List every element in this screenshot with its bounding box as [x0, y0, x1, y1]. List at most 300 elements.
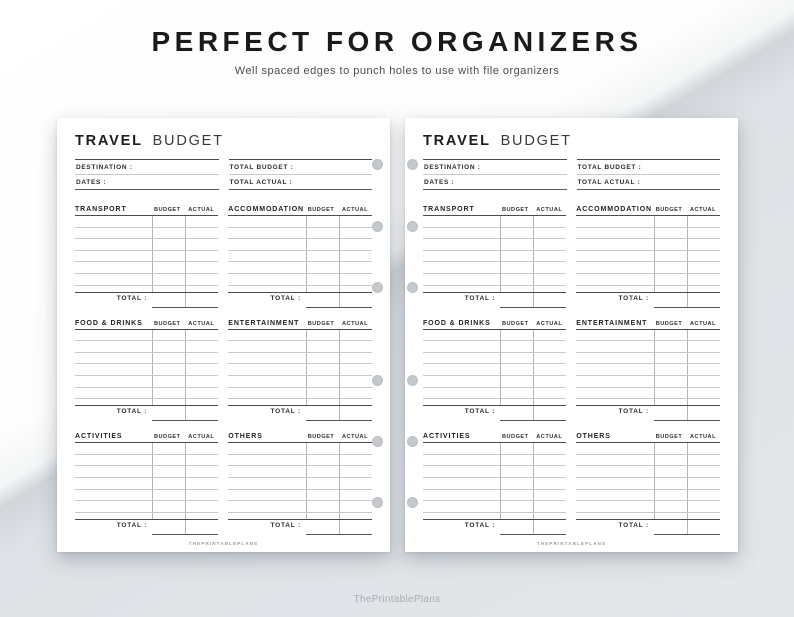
table-cell-actual — [687, 353, 720, 364]
total-label: TOTAL : — [116, 408, 148, 416]
table-cell-item — [576, 376, 654, 387]
table-cell-actual — [185, 388, 218, 399]
section-table — [228, 442, 372, 520]
page-title — [75, 133, 372, 149]
table-cell-budget — [152, 478, 185, 489]
table-cell-actual — [533, 341, 566, 352]
info-field-label: TOTAL ACTUAL : — [229, 175, 373, 190]
table-cell-actual — [687, 330, 720, 341]
table-cell-actual — [185, 262, 218, 273]
total-label: TOTAL : — [270, 521, 301, 529]
table-cell-budget — [654, 388, 687, 399]
table-cell-item — [423, 239, 500, 250]
table-cell-budget — [654, 443, 687, 454]
total-underline — [500, 293, 566, 308]
table-cell-budget — [152, 364, 185, 375]
table-cell-actual — [687, 274, 720, 285]
table-cell-item — [576, 513, 654, 519]
table-cell-budget — [500, 239, 533, 250]
table-cell-budget — [654, 228, 687, 239]
table-row — [228, 228, 372, 240]
table-cell-item — [423, 262, 500, 273]
punch-hole — [407, 436, 418, 447]
table-cell-actual — [339, 286, 372, 292]
table-cell-budget — [306, 501, 339, 512]
section-total-row — [228, 406, 372, 421]
table-cell-budget — [654, 341, 687, 352]
total-underline — [654, 293, 720, 308]
page-footer-brand: THEPRINTABLEPLANS — [188, 541, 259, 546]
table-row — [576, 330, 720, 342]
table-row — [423, 513, 566, 519]
table-cell-budget — [152, 239, 185, 250]
table-cell-budget — [500, 490, 533, 501]
budget-section — [75, 317, 218, 422]
punch-hole — [407, 159, 418, 170]
table-cell-item — [423, 286, 500, 292]
table-cell-budget — [654, 478, 687, 489]
table-row — [423, 478, 566, 490]
table-cell-actual — [185, 251, 218, 262]
section-header — [576, 317, 720, 329]
table-cell-budget — [500, 478, 533, 489]
table-cell-actual — [533, 455, 566, 466]
table-cell-actual — [533, 262, 566, 273]
table-row — [576, 513, 720, 519]
column-header-budget: BUDGET — [501, 207, 529, 213]
table-cell-actual — [687, 251, 720, 262]
section-title: TRANSPORT — [75, 206, 127, 213]
table-cell-actual — [687, 376, 720, 387]
table-cell-item — [228, 330, 306, 341]
info-field-label: DESTINATION : — [75, 160, 219, 175]
table-cell-actual — [339, 388, 372, 399]
section-total-row — [423, 406, 566, 421]
section-header — [423, 317, 566, 329]
table-cell-budget — [306, 274, 339, 285]
table-cell-item — [75, 513, 152, 519]
column-header-budget: BUDGET — [153, 207, 181, 213]
table-cell-item — [75, 443, 152, 454]
table-row — [423, 353, 566, 365]
table-cell-budget — [500, 388, 533, 399]
total-label: TOTAL : — [618, 408, 649, 416]
table-cell-budget — [306, 216, 339, 227]
table-cell-item — [576, 501, 654, 512]
section-header — [576, 430, 720, 442]
table-cell-budget — [306, 228, 339, 239]
table-cell-actual — [339, 341, 372, 352]
table-row — [228, 353, 372, 365]
table-cell-budget — [306, 364, 339, 375]
section-table — [576, 215, 720, 293]
table-cell-item — [75, 239, 152, 250]
table-cell-budget — [152, 330, 185, 341]
info-grid — [423, 159, 720, 190]
table-cell-actual — [533, 388, 566, 399]
table-cell-budget — [654, 466, 687, 477]
table-row — [228, 239, 372, 251]
table-cell-item — [576, 399, 654, 405]
table-cell-budget — [306, 490, 339, 501]
table-cell-item — [423, 353, 500, 364]
table-cell-actual — [533, 501, 566, 512]
table-cell-budget — [152, 455, 185, 466]
table-row — [423, 216, 566, 228]
section-total-row — [576, 406, 720, 421]
section-table — [75, 215, 218, 293]
table-cell-budget — [654, 455, 687, 466]
table-cell-budget — [306, 262, 339, 273]
table-cell-item — [228, 262, 306, 273]
total-label: TOTAL : — [270, 408, 301, 416]
table-row — [228, 376, 372, 388]
table-row — [423, 239, 566, 251]
table-cell-actual — [185, 353, 218, 364]
table-row — [228, 490, 372, 502]
table-row — [75, 286, 218, 292]
table-row — [228, 364, 372, 376]
table-cell-actual — [185, 513, 218, 519]
table-cell-actual — [687, 455, 720, 466]
sections-grid — [423, 203, 720, 535]
table-cell-item — [576, 388, 654, 399]
table-cell-item — [75, 364, 152, 375]
table-cell-budget — [306, 251, 339, 262]
table-cell-actual — [185, 455, 218, 466]
table-cell-budget — [500, 262, 533, 273]
table-row — [75, 376, 218, 388]
table-cell-actual — [533, 443, 566, 454]
table-cell-budget — [500, 399, 533, 405]
table-cell-budget — [500, 364, 533, 375]
table-row — [75, 228, 218, 240]
column-header-actual: ACTUAL — [188, 434, 215, 441]
table-cell-item — [75, 341, 152, 352]
table-cell-actual — [185, 478, 218, 489]
table-cell-budget — [152, 501, 185, 512]
column-header-budget: BUDGET — [655, 207, 683, 213]
table-cell-budget — [500, 341, 533, 352]
table-row — [228, 478, 372, 490]
table-row — [423, 388, 566, 400]
banner — [0, 0, 794, 77]
table-row — [228, 388, 372, 400]
table-cell-budget — [152, 262, 185, 273]
total-label: TOTAL : — [618, 521, 649, 529]
section-title: ACTIVITIES — [75, 433, 123, 441]
table-cell-item — [423, 274, 500, 285]
table-cell-budget — [500, 330, 533, 341]
section-title: TRANSPORT — [423, 206, 475, 213]
table-cell-item — [228, 251, 306, 262]
info-field-label: TOTAL ACTUAL : — [577, 175, 721, 190]
table-cell-budget — [152, 399, 185, 405]
table-cell-item — [228, 388, 306, 399]
table-cell-budget — [306, 513, 339, 519]
table-row — [75, 251, 218, 263]
table-cell-item — [228, 490, 306, 501]
table-cell-actual — [687, 341, 720, 352]
table-cell-actual — [185, 399, 218, 405]
table-cell-actual — [687, 490, 720, 501]
table-row — [576, 466, 720, 478]
table-cell-item — [75, 466, 152, 477]
table-cell-budget — [306, 399, 339, 405]
table-cell-actual — [339, 353, 372, 364]
table-row — [75, 490, 218, 502]
table-cell-budget — [306, 330, 339, 341]
page-title-light: BUDGET — [500, 133, 572, 149]
table-cell-budget — [654, 399, 687, 405]
table-cell-item — [228, 228, 306, 239]
table-cell-budget — [654, 353, 687, 364]
table-cell-actual — [533, 251, 566, 262]
table-cell-item — [423, 330, 500, 341]
table-cell-actual — [339, 239, 372, 250]
table-cell-item — [228, 353, 306, 364]
table-row — [576, 262, 720, 274]
table-cell-budget — [152, 490, 185, 501]
table-cell-actual — [533, 286, 566, 292]
budget-section — [576, 317, 720, 422]
table-cell-budget — [500, 286, 533, 292]
page-title-light: BUDGET — [152, 133, 224, 149]
punch-hole — [407, 282, 418, 293]
table-row — [423, 466, 566, 478]
table-cell-item — [228, 466, 306, 477]
section-table — [576, 329, 720, 407]
table-cell-actual — [185, 341, 218, 352]
table-row — [228, 443, 372, 455]
table-row — [423, 251, 566, 263]
column-header-budget: BUDGET — [655, 434, 683, 441]
info-field-label: DATES : — [75, 175, 219, 190]
column-header-actual: ACTUAL — [188, 207, 215, 213]
table-row — [576, 286, 720, 292]
section-total-row — [228, 293, 372, 308]
table-cell-item — [75, 262, 152, 273]
table-row — [576, 353, 720, 365]
table-cell-item — [423, 501, 500, 512]
table-row — [228, 399, 372, 405]
table-cell-item — [423, 228, 500, 239]
column-header-actual: ACTUAL — [342, 207, 368, 213]
section-header — [228, 203, 372, 215]
table-cell-actual — [533, 466, 566, 477]
table-cell-actual — [339, 274, 372, 285]
table-row — [228, 501, 372, 513]
table-row — [576, 478, 720, 490]
banner-subtitle: Well spaced edges to punch holes to use with file organizers — [234, 65, 560, 77]
section-total-row — [75, 293, 218, 308]
table-row — [423, 364, 566, 376]
section-title: ACTIVITIES — [423, 433, 471, 441]
table-cell-budget — [152, 274, 185, 285]
table-cell-budget — [152, 341, 185, 352]
table-row — [423, 455, 566, 467]
section-total-row — [423, 520, 566, 535]
info-column-left — [75, 159, 219, 190]
section-title: OTHERS — [576, 433, 611, 441]
table-cell-item — [75, 251, 152, 262]
table-cell-budget — [152, 251, 185, 262]
table-cell-item — [75, 330, 152, 341]
table-cell-budget — [654, 330, 687, 341]
table-cell-budget — [152, 388, 185, 399]
table-row — [576, 388, 720, 400]
table-row — [75, 262, 218, 274]
table-row — [75, 455, 218, 467]
total-underline — [654, 520, 720, 535]
table-cell-actual — [339, 490, 372, 501]
table-cell-item — [228, 455, 306, 466]
section-title: ENTERTAINMENT — [228, 319, 300, 327]
column-header-budget: BUDGET — [307, 207, 335, 213]
table-row — [228, 262, 372, 274]
table-cell-budget — [654, 274, 687, 285]
table-cell-actual — [533, 353, 566, 364]
table-cell-item — [576, 364, 654, 375]
table-row — [228, 251, 372, 263]
table-row — [576, 490, 720, 502]
info-field-label: DESTINATION : — [423, 160, 567, 175]
column-header-budget: BUDGET — [655, 320, 683, 327]
table-cell-item — [75, 490, 152, 501]
table-cell-item — [423, 490, 500, 501]
table-cell-actual — [533, 399, 566, 405]
planner-page-left — [57, 118, 390, 552]
section-title: FOOD & DRINKS — [75, 319, 143, 327]
table-cell-budget — [500, 353, 533, 364]
table-cell-item — [576, 478, 654, 489]
table-cell-actual — [339, 443, 372, 454]
total-underline — [152, 406, 218, 421]
table-cell-actual — [185, 501, 218, 512]
table-cell-actual — [339, 455, 372, 466]
table-row — [423, 501, 566, 513]
table-cell-actual — [687, 399, 720, 405]
table-row — [75, 478, 218, 490]
column-header-actual: ACTUAL — [690, 434, 716, 441]
table-cell-actual — [533, 364, 566, 375]
table-cell-actual — [533, 274, 566, 285]
table-cell-actual — [687, 364, 720, 375]
table-cell-actual — [339, 399, 372, 405]
table-cell-actual — [687, 262, 720, 273]
section-header — [75, 430, 218, 442]
table-cell-item — [576, 466, 654, 477]
section-title: OTHERS — [228, 433, 263, 441]
table-cell-item — [75, 286, 152, 292]
section-table — [75, 442, 218, 520]
table-row — [75, 274, 218, 286]
table-cell-actual — [185, 228, 218, 239]
table-cell-item — [75, 353, 152, 364]
table-cell-budget — [654, 262, 687, 273]
punch-hole — [372, 221, 383, 232]
column-header-budget: BUDGET — [501, 434, 529, 441]
punch-hole — [372, 497, 383, 508]
page-title-bold: TRAVEL — [75, 133, 143, 149]
table-row — [228, 330, 372, 342]
section-title: ENTERTAINMENT — [576, 319, 648, 327]
table-row — [75, 239, 218, 251]
section-title: ACCOMMODATION — [228, 206, 304, 213]
total-label: TOTAL : — [464, 521, 496, 529]
table-cell-item — [75, 376, 152, 387]
table-cell-budget — [306, 341, 339, 352]
table-cell-item — [228, 399, 306, 405]
table-row — [576, 364, 720, 376]
column-header-actual: ACTUAL — [690, 320, 716, 327]
table-cell-actual — [687, 239, 720, 250]
table-cell-actual — [687, 466, 720, 477]
table-cell-item — [228, 216, 306, 227]
table-cell-budget — [654, 376, 687, 387]
table-cell-actual — [185, 330, 218, 341]
table-row — [75, 399, 218, 405]
budget-section — [228, 203, 372, 308]
section-total-row — [423, 293, 566, 308]
table-row — [576, 228, 720, 240]
table-row — [576, 341, 720, 353]
table-cell-budget — [654, 501, 687, 512]
table-cell-item — [228, 478, 306, 489]
table-cell-actual — [339, 330, 372, 341]
column-header-actual: ACTUAL — [188, 320, 215, 327]
budget-section — [423, 317, 566, 422]
budget-section — [228, 430, 372, 535]
table-cell-budget — [654, 513, 687, 519]
table-cell-budget — [152, 216, 185, 227]
table-cell-budget — [306, 388, 339, 399]
table-row — [576, 251, 720, 263]
table-cell-actual — [533, 216, 566, 227]
page-footer-brand: THEPRINTABLEPLANS — [536, 541, 607, 546]
budget-section — [423, 430, 566, 535]
total-underline — [654, 406, 720, 421]
table-cell-item — [423, 251, 500, 262]
table-cell-actual — [185, 274, 218, 285]
table-cell-actual — [185, 286, 218, 292]
section-table — [423, 442, 566, 520]
table-cell-item — [75, 388, 152, 399]
total-underline — [500, 520, 566, 535]
table-cell-budget — [500, 455, 533, 466]
table-row — [228, 455, 372, 467]
section-table — [228, 329, 372, 407]
total-underline — [152, 293, 218, 308]
table-row — [423, 376, 566, 388]
sections-grid — [75, 203, 372, 535]
table-cell-item — [75, 399, 152, 405]
page-title — [423, 133, 720, 149]
budget-section — [75, 430, 218, 535]
table-row — [75, 341, 218, 353]
table-cell-budget — [654, 251, 687, 262]
section-header — [228, 317, 372, 329]
table-cell-budget — [500, 501, 533, 512]
table-row — [423, 262, 566, 274]
info-column-right — [229, 159, 373, 190]
punch-hole — [372, 159, 383, 170]
table-cell-budget — [152, 513, 185, 519]
punch-hole — [372, 436, 383, 447]
table-cell-actual — [339, 228, 372, 239]
table-cell-item — [576, 443, 654, 454]
total-label: TOTAL : — [270, 294, 301, 302]
